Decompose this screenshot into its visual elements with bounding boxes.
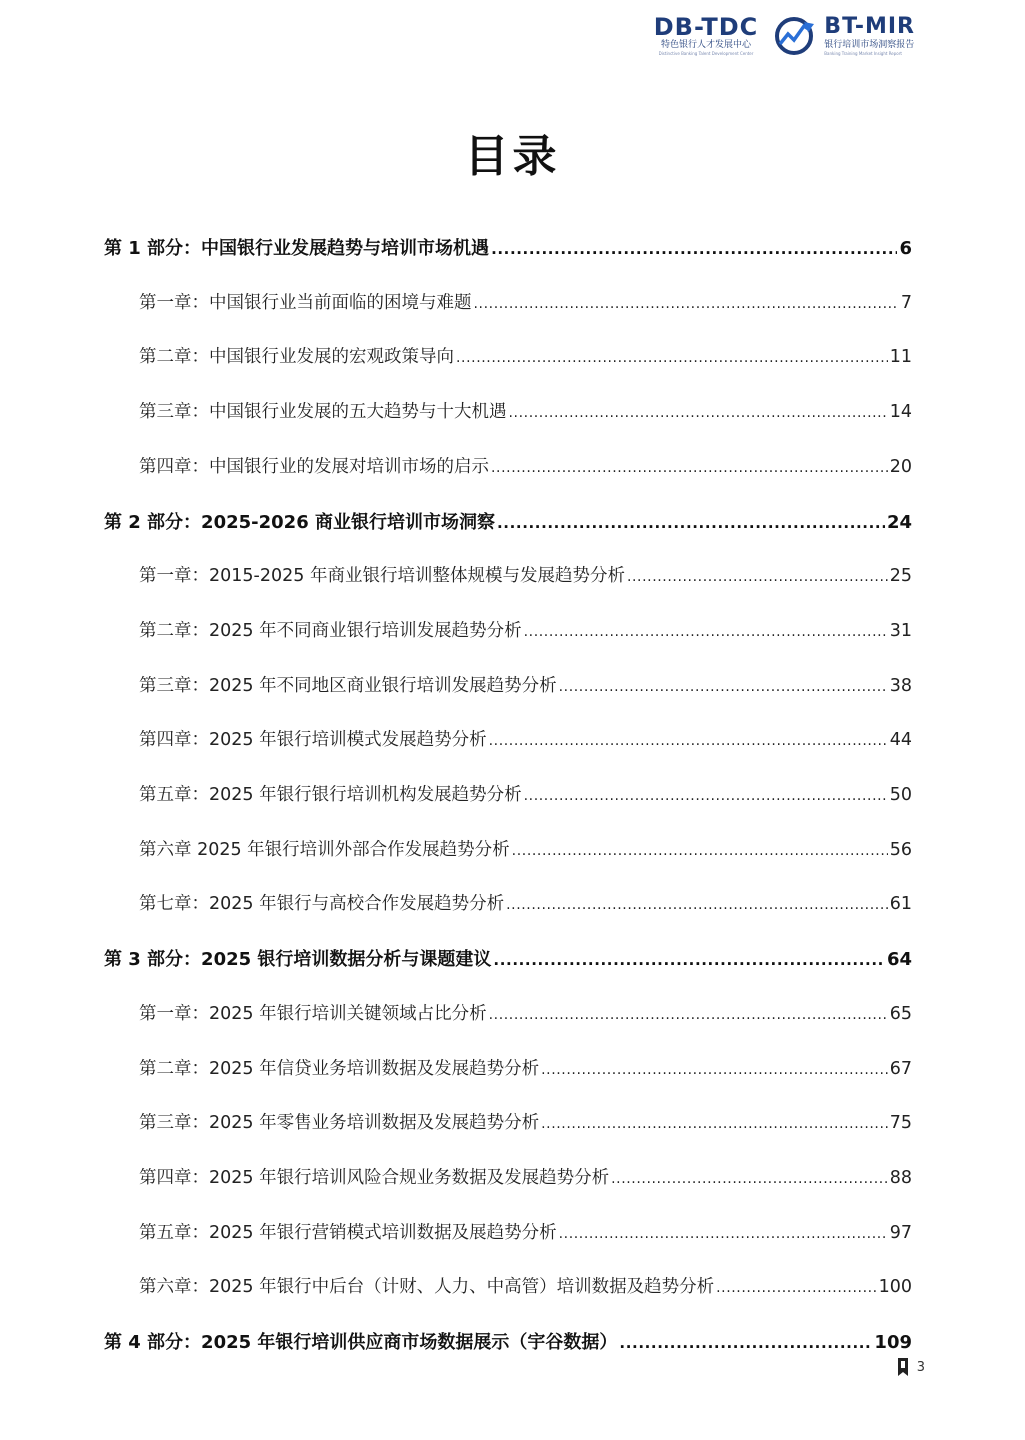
db-tdc-logo [654,14,759,57]
toc-chapter-entry[interactable] [139,1000,912,1030]
toc-leader-dots [506,895,888,915]
toc-chapter-entry[interactable] [139,1055,912,1085]
toc-leader-dots [497,513,885,533]
toc-chapter-entry[interactable] [139,1273,912,1303]
toc-leader-dots [524,786,888,806]
toc-entry-page: 75 [889,1113,912,1134]
page-title: 目录 [464,131,561,182]
toc-entry-page: 11 [889,347,912,368]
toc-entry-page: 24 [886,511,912,533]
toc-entry-label: 第 4 部分：2025 年银行培训供应商市场数据展示（宇谷数据） [104,1332,618,1353]
toc-entry-label: 第 2 部分：2025-2026 商业银行培训市场洞察 [104,511,495,533]
toc-chapter-entry[interactable] [139,289,912,319]
toc-leader-dots [512,841,888,861]
toc-chapter-entry[interactable] [139,781,912,811]
toc-entry-page: 6 [899,238,912,259]
toc-chapter-entry[interactable] [139,453,912,483]
toc-leader-dots [456,348,888,368]
toc-chapter-entry[interactable] [139,890,912,920]
toc-entry-page: 56 [889,839,912,860]
toc-leader-dots [489,731,888,751]
toc-entry-label: 第二章：中国银行业发展的宏观政策导向 [139,347,454,368]
toc-entry-page: 14 [889,402,912,423]
toc-entry-page: 97 [889,1222,912,1243]
toc-chapter-entry[interactable] [139,343,912,373]
toc-chapter-entry[interactable] [139,726,912,756]
toc-chapter-entry[interactable] [139,1109,912,1139]
toc-entry-page: 7 [900,292,912,313]
page-number: 3 [916,1359,925,1375]
toc-entry-label: 第一章：2015-2025 年商业银行培训整体规模与发展趋势分析 [139,566,625,587]
bt-mir-logo-sub: 银行培训市场洞察报告 [824,40,915,50]
toc-entry-page: 50 [889,785,912,805]
toc-entry-page: 20 [889,456,912,477]
toc-entry-page: 38 [889,675,912,696]
toc-part-entry[interactable] [104,1328,912,1358]
toc-leader-dots [716,1278,876,1298]
toc-entry-label: 第三章：2025 年不同地区商业银行培训发展趋势分析 [139,675,557,696]
toc-entry-page: 31 [889,620,912,641]
toc-leader-dots [559,677,888,697]
toc-entry-label: 第二章：2025 年信贷业务培训数据及发展趋势分析 [139,1058,540,1079]
db-tdc-logo-sub: 特色银行人才发展中心 [661,40,752,50]
toc-leader-dots [627,567,888,587]
toc-chapter-entry[interactable] [139,398,912,428]
toc-leader-dots [541,1114,888,1134]
toc-entry-label: 第二章：2025 年不同商业银行培训发展趋势分析 [139,620,522,641]
toc-leader-dots [491,458,888,478]
bt-mir-logo-main: BT-MIR [824,14,915,39]
toc-entry-label: 第四章：中国银行业的发展对培训市场的启示 [139,456,489,477]
toc-entry-page: 109 [874,1332,912,1353]
toc-leader-dots [509,403,888,423]
bt-mir-logo-tiny: Banking Training Market Insight Report [824,51,902,56]
toc-part-entry[interactable] [104,234,912,264]
toc-part-entry[interactable] [104,508,912,538]
toc-entry-page: 64 [886,949,912,971]
toc-leader-dots [619,1333,872,1353]
toc-leader-dots [474,294,899,314]
toc-entry-page: 61 [889,894,912,915]
toc-entry-label: 第七章：2025 年银行与高校合作发展趋势分析 [139,894,505,915]
page-footer [897,1358,925,1376]
bt-mir-logo [774,14,915,57]
toc-leader-dots [489,1005,888,1025]
toc-chapter-entry[interactable] [139,562,912,592]
toc-leader-dots [524,622,888,642]
toc-entry-page: 67 [889,1058,912,1079]
toc-entry-label: 第一章：2025 年银行培训关键领域占比分析 [139,1003,487,1024]
toc-entry-label: 第四章：2025 年银行培训风险合规业务数据及发展趋势分析 [139,1167,610,1188]
toc-entry-page: 88 [889,1167,912,1188]
toc-leader-dots [491,239,897,259]
toc-chapter-entry[interactable] [139,836,912,866]
toc-chapter-entry[interactable] [139,617,912,647]
toc-chapter-entry[interactable] [139,672,912,702]
db-tdc-logo-main: DB-TDC [653,13,759,41]
toc-entry-label: 第六章：2025 年银行中后台（计财、人力、中高管）培训数据及趋势分析 [139,1277,715,1298]
toc-entry-label: 第一章：中国银行业当前面临的困境与难题 [139,292,472,313]
toc-entry-page: 44 [889,730,912,751]
toc-leader-dots [493,950,885,970]
db-tdc-logo-tiny: Distinctive Banking Talent Development Center [658,51,754,56]
toc-entry-label: 第五章：2025 年银行银行培训机构发展趋势分析 [139,785,522,805]
toc-leader-dots [611,1169,888,1189]
toc-entry-label: 第五章：2025 年银行营销模式培训数据及展趋势分析 [139,1222,557,1243]
toc-entry-page: 100 [878,1277,912,1298]
header-logos [654,14,915,57]
toc-entry-label: 第三章：中国银行业发展的五大趋势与十大机遇 [139,402,507,423]
toc-leader-dots [559,1224,888,1244]
bookmark-icon [897,1358,909,1376]
toc-chapter-entry[interactable] [139,1219,912,1249]
toc-chapter-entry[interactable] [139,1164,912,1194]
toc-leader-dots [541,1060,888,1080]
toc-entry-label: 第六章 2025 年银行培训外部合作发展趋势分析 [139,839,510,860]
toc-entry-page: 25 [889,566,912,587]
toc-entry-label: 第 1 部分：中国银行业发展趋势与培训市场机遇 [104,238,490,259]
toc-entry-label: 第 3 部分：2025 银行培训数据分析与课题建议 [104,949,492,971]
toc-entry-page: 65 [889,1003,912,1024]
toc-entry-label: 第三章：2025 年零售业务培训数据及发展趋势分析 [139,1113,540,1134]
bt-mir-emblem-icon [774,16,818,56]
toc-entry-label: 第四章：2025 年银行培训模式发展趋势分析 [139,730,487,751]
toc-part-entry[interactable] [104,945,912,975]
